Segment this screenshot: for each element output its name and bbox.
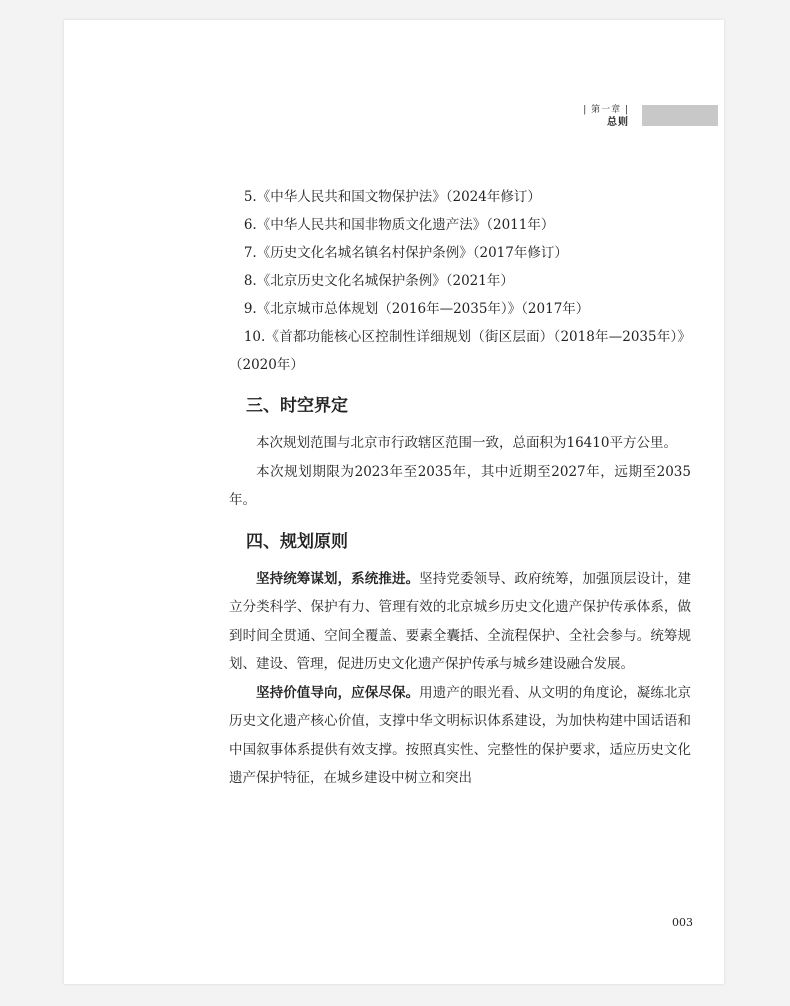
chapter-label: | 第一章 | <box>583 105 629 115</box>
paragraph <box>229 565 691 679</box>
list-item: 6.《中华人民共和国非物质文化遗产法》（2011年） <box>243 217 555 233</box>
section-heading: 四、规划原则 <box>246 531 348 552</box>
page-number: 003 <box>672 916 693 929</box>
paragraph: 本次规划范围与北京市行政辖区范围一致，总面积为16410平方公里。 <box>256 435 677 451</box>
section-heading: 三、时空界定 <box>246 396 348 416</box>
principle-title: 坚持统筹谋划，系统推进。 <box>256 570 420 587</box>
running-header <box>583 104 629 130</box>
chapter-title: 总则 <box>607 117 629 128</box>
paragraph <box>229 679 691 793</box>
list-item: 7.《历史文化名城名镇名村保护条例》（2017年修订） <box>243 245 568 261</box>
list-item: 9.《北京城市总体规划（2016年—2035年）》（2017年） <box>243 301 590 317</box>
document-page <box>64 20 724 984</box>
list-item: 10.《首都功能核心区控制性详细规划（街区层面）（2018年—2035年）》（2020年） <box>229 329 691 373</box>
principle-text: 坚持党委领导、政府统筹，加强顶层设计，建立分类科学、保护有力、管理有效的北京城乡历史文化遗产保护传承体系，做到时间全贯通、空间全覆盖、要素全囊括、全流程保护、全社会参与。统筹规划、建设、管理，促进历史文化遗产保护传承与城乡建设融合发展。 <box>229 570 692 672</box>
paragraph: 本次规划期限为2023年至2035年，其中近期至2027年，远期至2035年。 <box>229 463 691 508</box>
principle-text: 用遗产的眼光看、从文明的角度论，凝练北京历史文化遗产核心价值，支撑中华文明标识体系建设，为加快构建中国话语和中国叙事体系提供有效支撑。按照真实性、完整性的保护要求，适应历史文化遗产保护特征，在城乡建设中树立和突出 <box>229 684 692 786</box>
list-item: 8.《北京历史文化名城保护条例》（2021年） <box>243 273 514 289</box>
principle-title: 坚持价值导向，应保尽保。 <box>256 684 420 701</box>
chapter-tab-marker <box>642 105 718 126</box>
list-item: 5.《中华人民共和国文物保护法》（2024年修订） <box>243 189 541 205</box>
regulation-list <box>229 183 691 379</box>
body-text <box>229 183 691 793</box>
